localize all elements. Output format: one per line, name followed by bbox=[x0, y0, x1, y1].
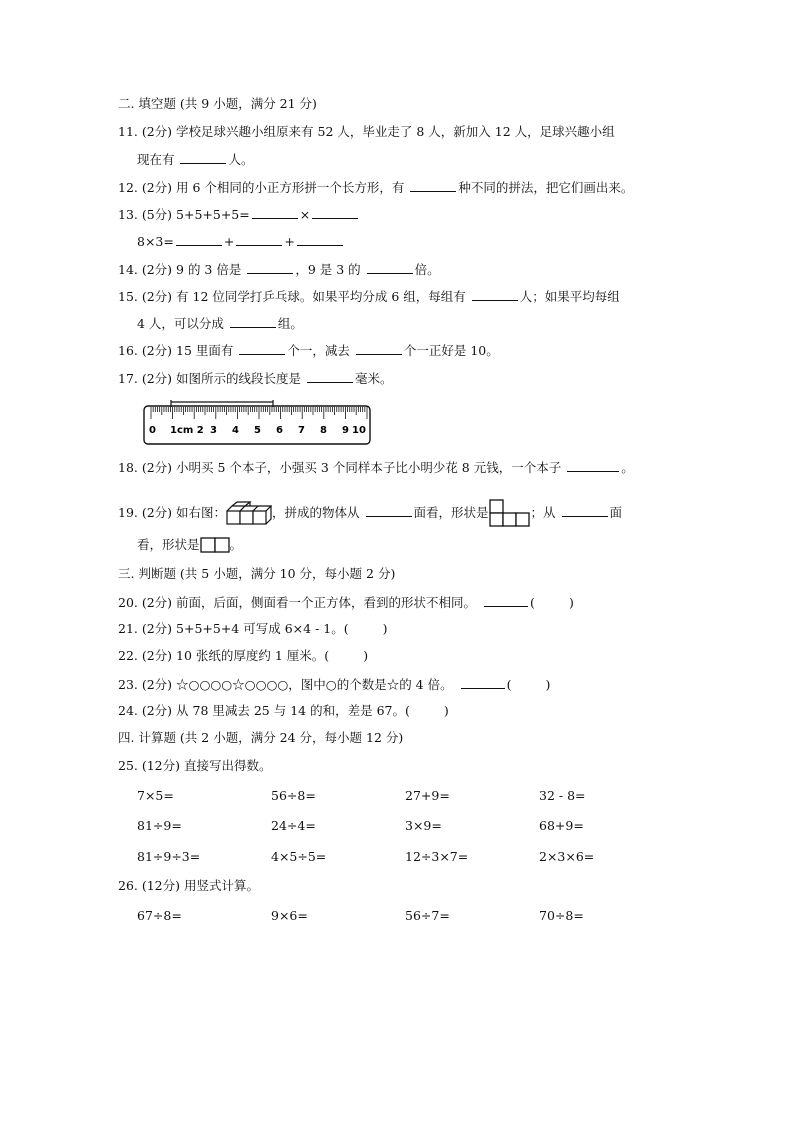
q17-blank[interactable] bbox=[307, 370, 353, 383]
q11-line1: 11. (2分) 学校足球兴趣小组原来有 52 人，毕业走了 8 人，新加入 12 人，足球兴趣小组 bbox=[118, 124, 615, 139]
q12: 12. (2分) 用 6 个相同的小正方形拼一个长方形，有 种不同的拼法，把它们画出来。 bbox=[118, 180, 634, 195]
calc-r1-c3: 27+9= bbox=[405, 788, 450, 803]
q20: 20. (2分) 前面，后面，侧面看一个正方体，看到的形状不相同。 ( ) bbox=[118, 595, 574, 610]
q12-blank[interactable] bbox=[410, 179, 456, 192]
section-4-title: 四. 计算题 (共 2 小题，满分 24 分，每小题 12 分) bbox=[118, 730, 404, 745]
q21: 21. (2分) 5+5+5+4 可写成 6×4 - 1。( ) bbox=[118, 621, 388, 636]
calc-r2-c2: 24÷4= bbox=[271, 818, 316, 833]
q14-blank-2[interactable] bbox=[367, 261, 413, 274]
calc-r4-c4: 70÷8= bbox=[539, 908, 584, 923]
ruler-label-1: 1cm 2 bbox=[170, 425, 204, 436]
q22: 22. (2分) 10 张纸的厚度约 1 厘米。( ) bbox=[118, 648, 369, 663]
calc-r1-c4: 32 - 8= bbox=[539, 788, 586, 803]
q19-blank-1[interactable] bbox=[366, 504, 412, 517]
ruler-label-6: 6 bbox=[276, 425, 283, 436]
q16: 16. (2分) 15 里面有 个一，减去 个一正好是 10。 bbox=[118, 343, 499, 358]
calc-r2-c4: 68+9= bbox=[539, 818, 584, 833]
q16-blank-2[interactable] bbox=[356, 342, 402, 355]
section-2-title: 二. 填空题 (共 9 小题，满分 21 分) bbox=[118, 96, 317, 111]
q20-blank[interactable] bbox=[484, 594, 528, 607]
calc-r4-c2: 9×6= bbox=[271, 908, 308, 923]
calc-r3-c2: 4×5÷5= bbox=[271, 849, 327, 864]
q13-blank-5[interactable] bbox=[297, 233, 343, 246]
ruler-label-10: 10 bbox=[352, 425, 366, 436]
calc-r3-c1: 81÷9÷3= bbox=[137, 849, 201, 864]
calc-r1-c2: 56÷8= bbox=[271, 788, 316, 803]
ruler-label-5: 5 bbox=[254, 425, 261, 436]
ruler-label-9: 9 bbox=[342, 425, 349, 436]
q15-blank-1[interactable] bbox=[472, 288, 518, 301]
q18-blank[interactable] bbox=[567, 459, 619, 472]
section-3-title: 三. 判断题 (共 5 小题，满分 10 分，每小题 2 分) bbox=[118, 566, 396, 581]
calc-r2-c3: 3×9= bbox=[405, 818, 442, 833]
q19-line1: 19. (2分) 如右图： ，拼成的物体从 面看，形状是 ；从 面 bbox=[118, 496, 622, 530]
calc-r4-c3: 56÷7= bbox=[405, 908, 450, 923]
q16-blank-1[interactable] bbox=[239, 342, 285, 355]
calc-r1-c1: 7×5= bbox=[137, 788, 174, 803]
q11-blank[interactable] bbox=[180, 151, 226, 164]
q13-blank-2[interactable] bbox=[312, 206, 358, 219]
cubes-3d-figure bbox=[226, 501, 272, 527]
calc-r2-c1: 81÷9= bbox=[137, 818, 182, 833]
q23-blank[interactable] bbox=[461, 676, 505, 689]
ruler-label-4: 4 bbox=[232, 425, 239, 436]
q14-blank-1[interactable] bbox=[247, 261, 293, 274]
ruler-label-8: 8 bbox=[320, 425, 327, 436]
q13-blank-1[interactable] bbox=[252, 206, 298, 219]
ruler-figure bbox=[143, 400, 373, 446]
ruler-label-0: 0 bbox=[149, 425, 156, 436]
view-shape-two-squares bbox=[200, 537, 230, 555]
calc-r4-c1: 67÷8= bbox=[137, 908, 182, 923]
q19-blank-2[interactable] bbox=[562, 504, 608, 517]
q13-blank-4[interactable] bbox=[236, 233, 282, 246]
calc-r3-c4: 2×3×6= bbox=[539, 849, 595, 864]
ruler-label-3: 3 bbox=[210, 425, 217, 436]
q11-line2: 现在有 人。 bbox=[137, 152, 254, 167]
q15-line1: 15. (2分) 有 12 位同学打乒乓球。如果平均分成 6 组，每组有 人；如果平均每组 bbox=[118, 289, 620, 304]
q13-line2: 8×3= + + bbox=[137, 233, 345, 250]
q23: 23. (2分) ☆○○○○☆○○○○，图中○的个数是☆的 4 倍。 ( ) bbox=[118, 677, 551, 692]
q26: 26. (12分) 用竖式计算。 bbox=[118, 878, 259, 893]
q18: 18. (2分) 小明买 5 个本子，小强买 3 个同样本子比小明少花 8 元钱，一个本子 。 bbox=[118, 460, 634, 475]
q13-blank-3[interactable] bbox=[176, 233, 222, 246]
q17: 17. (2分) 如图所示的线段长度是 毫米。 bbox=[118, 371, 393, 386]
view-shape-l bbox=[489, 499, 531, 529]
q14: 14. (2分) 9 的 3 倍是 ，9 是 3 的 倍。 bbox=[118, 262, 440, 277]
q24: 24. (2分) 从 78 里减去 25 与 14 的和，差是 67。( ) bbox=[118, 703, 449, 718]
ruler-label-7: 7 bbox=[298, 425, 305, 436]
q15-line2: 4 人，可以分成 组。 bbox=[137, 316, 303, 331]
q15-blank-2[interactable] bbox=[230, 315, 276, 328]
q25: 25. (12分) 直接写出得数。 bbox=[118, 758, 272, 773]
q19-line2: 看，形状是 。 bbox=[137, 530, 242, 560]
calc-r3-c3: 12÷3×7= bbox=[405, 849, 469, 864]
q13-line1: 13. (5分) 5+5+5+5= × bbox=[118, 206, 360, 223]
